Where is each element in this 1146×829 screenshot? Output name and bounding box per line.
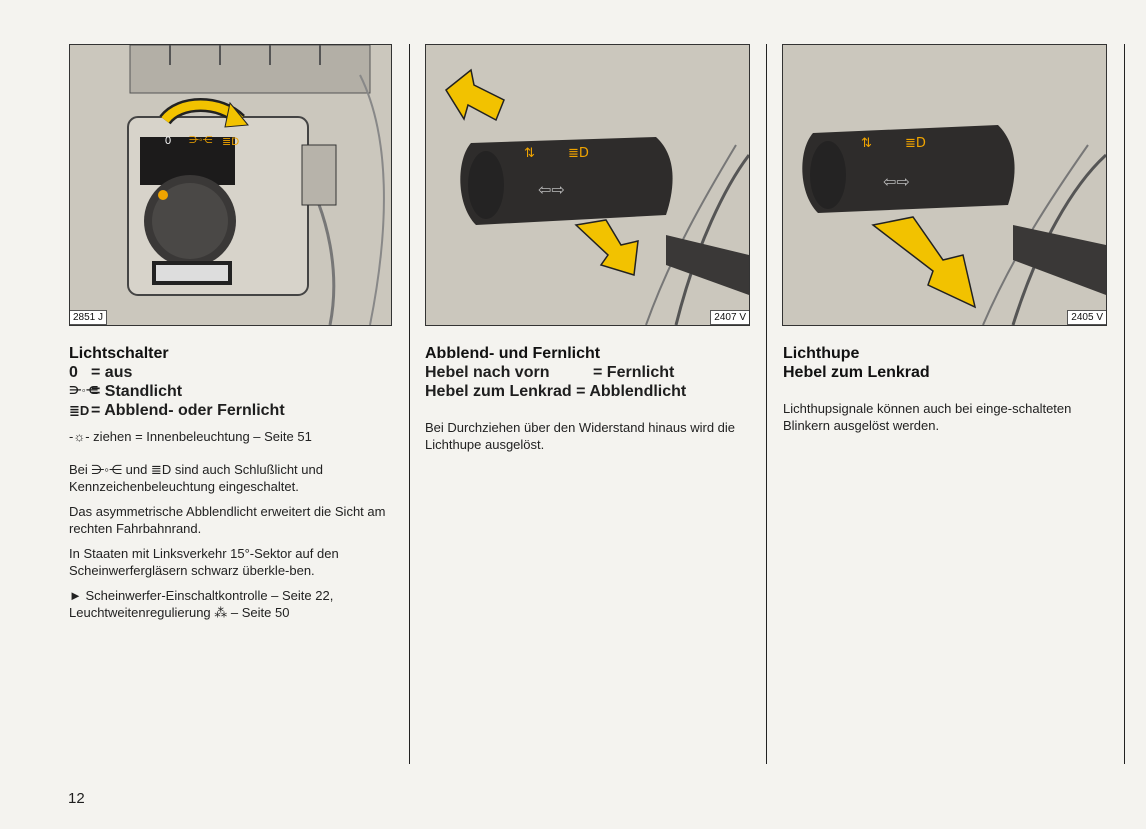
svg-text:≣D: ≣D — [905, 136, 926, 151]
page-number: 12 — [68, 790, 85, 807]
paragraph: Bei ⋺◦⋲ und ≣D sind auch Schlußlicht und Kennzeichenbeleuchtung eingeschaltet. — [69, 462, 323, 494]
legend-row-off — [69, 363, 394, 382]
column-light-switch — [69, 344, 394, 621]
section-title: Lichthupe — [783, 345, 860, 362]
paragraph: Bei Durchziehen über den Widerstand hinaus wird die Lichthupe ausgelöst. — [425, 420, 736, 452]
column-dipped-main-beam — [425, 344, 755, 453]
lever-forward-row — [425, 363, 755, 382]
lever-back-row — [425, 382, 755, 401]
symbol-off: 0 — [69, 364, 78, 381]
column-headlight-flasher — [783, 344, 1083, 434]
svg-text:≣D: ≣D — [568, 146, 589, 161]
section-title: Abblend- und Fernlicht — [425, 345, 601, 362]
pull-line: -☼- ziehen = Innenbeleuchtung – Seite 51 — [69, 429, 312, 444]
switch-label-off: 0 — [165, 135, 172, 147]
figure-code: 2407 V — [710, 310, 750, 325]
svg-text:⇅: ⇅ — [524, 146, 535, 161]
stalk-forward-figure — [425, 44, 750, 326]
svg-text:⇅: ⇅ — [861, 136, 872, 151]
svg-text:⇦⇨: ⇦⇨ — [538, 180, 565, 199]
switch-label-parking: ⋺◦⋲ — [189, 135, 213, 146]
lever-forward-value: = Fernlicht — [593, 364, 675, 381]
legend-text: = Abblend- oder Fernlicht — [91, 402, 285, 419]
paragraph: In Staaten mit Linksverkehr 15°-Sektor auf den Scheinwerfergläsern schwarz überkle-ben. — [69, 546, 339, 578]
lever-back-text: Hebel zum Lenkrad = Abblendlicht — [425, 383, 687, 400]
legend-text: = Standlicht — [91, 383, 183, 400]
column-divider-1 — [409, 44, 410, 764]
section-title: Lichtschalter — [69, 345, 169, 362]
paragraph: Lichthupsignale können auch bei einge-schalteten Blinkern ausgelöst werden. — [783, 401, 1072, 433]
lever-forward-label: Hebel nach vorn — [425, 364, 550, 381]
light-switch-figure — [69, 44, 392, 326]
switch-label-headlight: ≣D — [222, 136, 240, 148]
svg-text:⇦⇨: ⇦⇨ — [883, 172, 910, 191]
legend-row-parking — [69, 382, 394, 401]
cross-reference: ► Scheinwerfer-Einschaltkontrolle – Seite 22, Leuchtweitenregulierung ⁂ – Seite 50 — [69, 588, 334, 620]
column-divider-3 — [1124, 44, 1125, 764]
figure-code: 2405 V — [1067, 310, 1107, 325]
stalk-back-figure — [782, 44, 1107, 326]
legend-row-headlight — [69, 401, 394, 420]
headlight-icon: ≣D — [69, 403, 90, 418]
column-divider-2 — [766, 44, 767, 764]
section-subtitle: Hebel zum Lenkrad — [783, 364, 930, 381]
paragraph: Das asymmetrische Abblendlicht erweitert die Sicht am rechten Fahrbahnrand. — [69, 504, 386, 536]
figure-code: 2851 J — [69, 310, 107, 325]
legend-text: = aus — [91, 364, 133, 381]
parking-light-icon: ⋺◦⋲ — [69, 385, 99, 397]
